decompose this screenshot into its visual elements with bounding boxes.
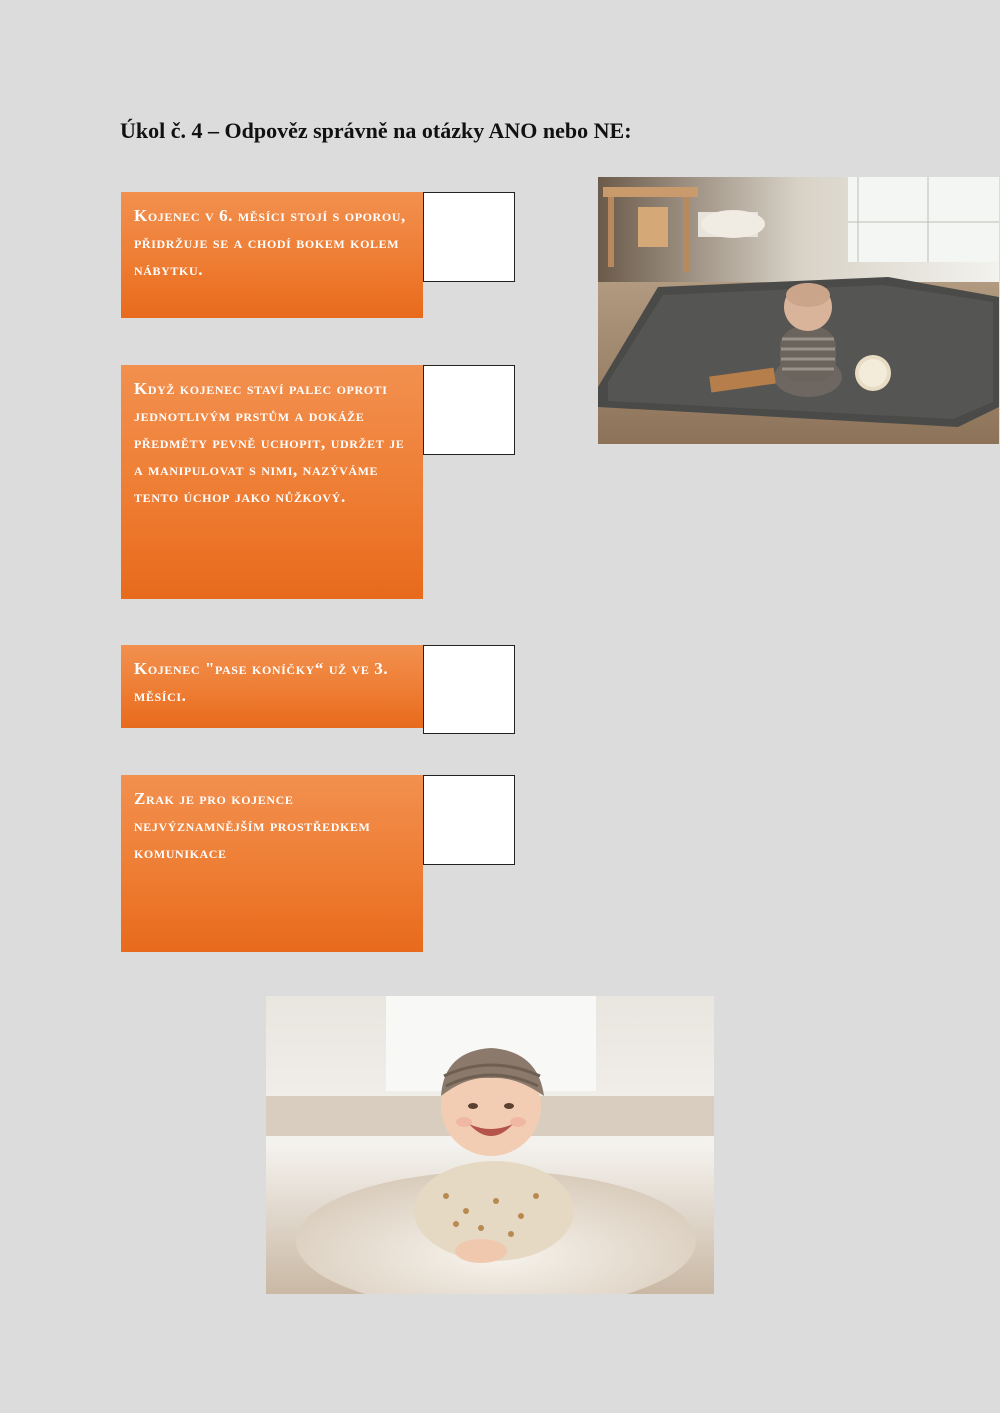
answer-box-1[interactable] [423,192,515,282]
question-text-2: Když kojenec staví palec oproti jednotlivým prstům a dokáže předměty pevně uchopit, udržet je a manipulovat s nimi, nazýváme tento úchop jako nůžkový. [134,379,405,506]
question-card-3 [121,645,423,728]
question-text-4: Zrak je pro kojence nejvýznamnějším prostředkem komunikace [134,789,371,862]
question-text-1: Kojenec v 6. měsíci stojí s oporou, přidržuje se a chodí bokem kolem nábytku. [134,206,406,279]
question-card-1 [121,192,423,318]
page-title: Úkol č. 4 – Odpověz správně na otázky ANO nebo NE: [120,118,632,143]
question-text-3: Kojenec "pase koníčky“ už ve 3. měsíci. [134,659,389,705]
answer-box-2[interactable] [423,365,515,455]
question-card-4 [121,775,423,952]
question-card-2 [121,365,423,599]
answer-box-3[interactable] [423,645,515,734]
baby-playing-on-rug-photo [598,177,999,444]
answer-box-4[interactable] [423,775,515,865]
smiling-baby-on-fur-photo [266,996,714,1294]
